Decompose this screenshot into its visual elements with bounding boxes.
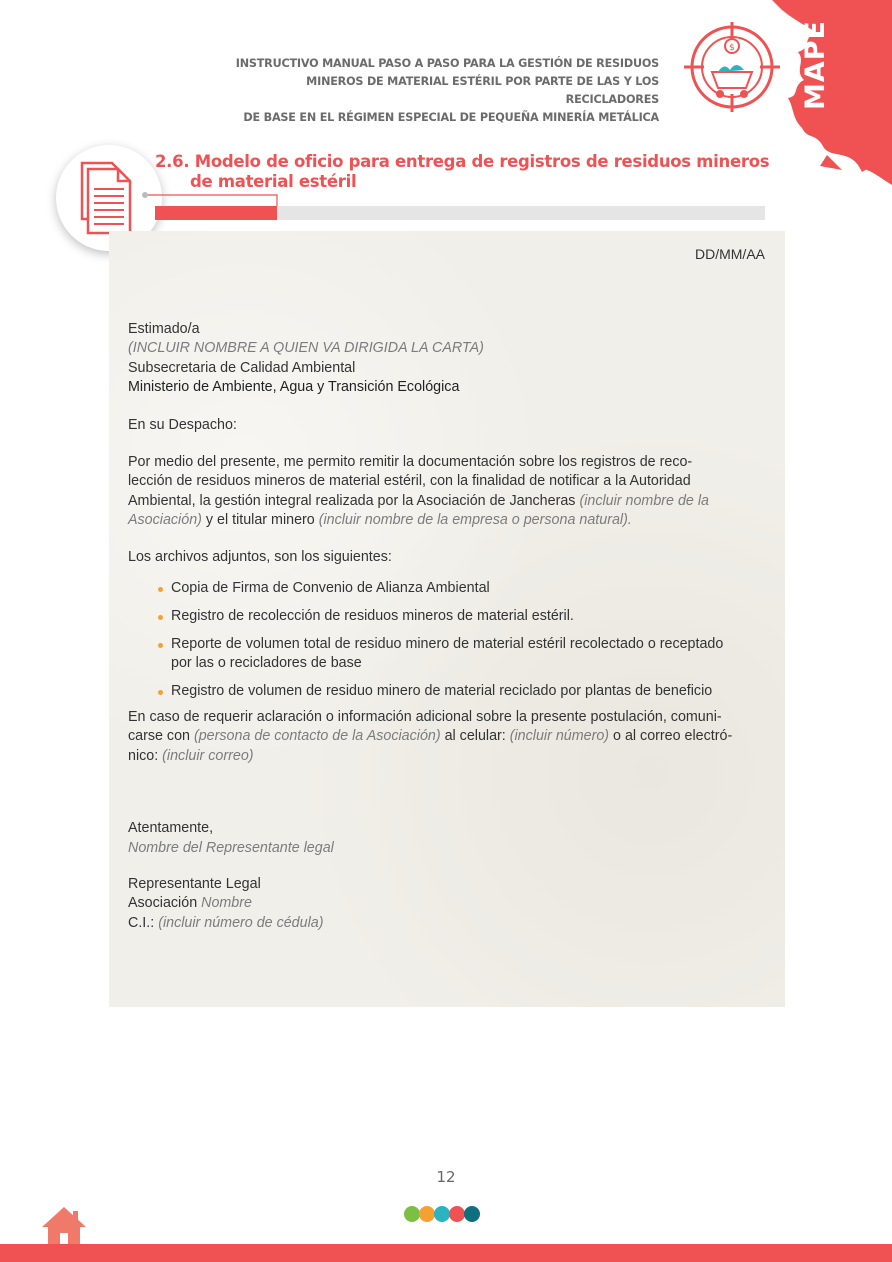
header-line-2: MINEROS DE MATERIAL ESTÉRIL POR PARTE DE LAS Y LOS RECICLADORES [306,75,659,106]
body-line-2: lección de residuos mineros de material estéril, con la finalidad de notificar a la Autoridad [128,473,691,490]
contact-text-c: o al correo electró- [609,728,733,745]
body-line-3-text: Ambiental, la gestión integral realizada por la Asociación de Jancheras [128,492,576,509]
body-line-4 [128,511,768,530]
color-dot [404,1206,420,1222]
section-title [155,152,775,192]
closing: Atentamente, [128,820,214,837]
color-dot [449,1206,465,1222]
body-line-1: Por medio del presente, me permito remitir la documentación sobre los registros de reco- [128,454,693,471]
attachment-item: Registro de volumen de residuo minero de material reciclado por plantas de beneficio [171,682,768,701]
contact-line-2 [128,727,768,746]
body-line-4-text: y el titular minero [201,512,315,529]
id-placeholder: (incluir número de cédula) [158,914,324,931]
contact-text-d: nico: [128,747,163,764]
attachment-item-text: Reporte de volumen total de residuo minero de material estéril recolectado o receptado [171,636,724,653]
contact-text-a: carse con [128,728,194,745]
contact-text-b: al celular: [440,728,510,745]
id-line [128,914,768,933]
footer-bar [0,1244,892,1262]
letter-date: DD/MM/AA [695,246,765,262]
header-line-1: INSTRUCTIVO MANUAL PASO A PASO PARA LA GESTIÓN DE RESIDUOS [235,57,659,70]
color-dots [404,1206,479,1222]
attachment-item [171,635,768,674]
section-progress-bar [155,206,765,220]
section-progress-fill [155,206,277,220]
contact-person-placeholder: (persona de contacto de la Asociación) [193,728,441,745]
recipient-placeholder: (INCLUIR NOMBRE A QUIEN VA DIRIGIDA LA CARTA) [128,340,484,357]
section-title-line-1: 2.6. Modelo de oficio para entrega de registros de residuos mineros [155,152,770,171]
contact-line-3 [128,747,768,766]
signer-name-placeholder: Nombre del Representante legal [128,839,334,856]
association-line [128,894,768,913]
attachment-item-text-cont: por las o recicladores de base [171,655,362,672]
body-line-3 [128,492,768,511]
document-header [219,55,659,127]
signer-role: Representante Legal [128,875,261,892]
section-title-line-2: de material estéril [190,172,357,191]
id-label: C.I.: [128,914,159,931]
contact-line-1: En caso de requerir aclaración o información adicional sobre la presente postulación, comuni- [128,708,722,725]
home-icon[interactable] [40,1205,88,1247]
attachment-item: Copia de Firma de Convenio de Alianza Ambiental [171,579,768,598]
company-name-placeholder: (incluir nombre de la empresa o persona natural). [318,512,632,529]
salutation: En su Despacho: [128,416,237,433]
greeting: Estimado/a [128,321,200,337]
attachments-list [171,579,768,702]
brand-mape-label: MAPE [800,20,831,110]
color-dot [464,1206,480,1222]
page-number: 12 [436,1168,456,1186]
header-line-3: DE BASE EN EL RÉGIMEN ESPECIAL DE PEQUEÑA MINERÍA METÁLICA [243,111,659,124]
svg-text:$: $ [729,43,735,53]
association-name-placeholder: (incluir nombre de la [579,492,709,509]
association-name-placeholder-end: Asociación) [128,512,202,529]
mining-cart-logo-icon [682,22,782,112]
attachment-item: Registro de recolección de residuos mineros de material estéril. [171,607,768,626]
phone-placeholder: (incluir número) [509,728,610,745]
letter-body [128,320,768,933]
association-placeholder: Nombre [201,895,252,912]
title-connector-line [141,192,278,206]
email-placeholder: (incluir correo) [162,747,254,764]
color-dot [419,1206,435,1222]
association-label: Asociación [128,895,202,912]
letter-template-panel [109,231,785,1007]
color-dot [434,1206,450,1222]
ministry-name: Ministerio de Ambiente, Agua y Transición Ecológica [128,379,460,396]
attachments-intro: Los archivos adjuntos, son los siguientes: [128,548,392,565]
recipient-title: Subsecretaria de Calidad Ambiental [128,359,356,376]
